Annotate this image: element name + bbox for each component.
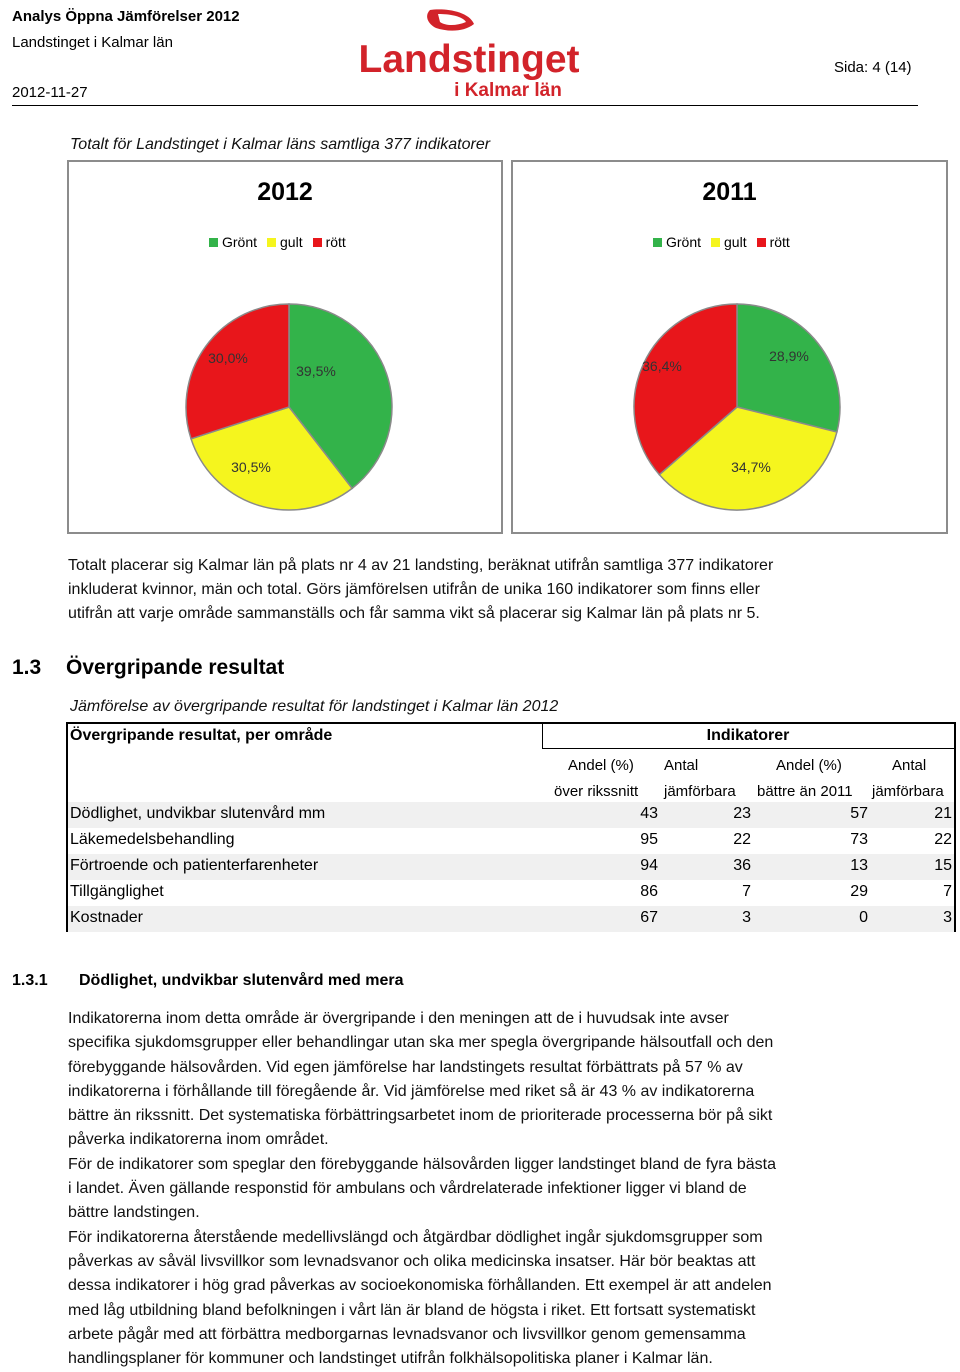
table-row <box>68 828 954 854</box>
legend-label: Grönt <box>666 234 702 250</box>
page-number: Sida: 4 (14) <box>834 59 912 76</box>
row-value: 95 <box>640 831 658 848</box>
summary-line: utifrån att varje område sammanställs och får samma vikt så placerar sig Kalmar län på plats nr 5. <box>68 605 760 622</box>
results-table <box>66 722 956 932</box>
pie-data-label: 30,0% <box>208 350 248 366</box>
row-value: 73 <box>850 831 868 848</box>
body-line: handlingsplaner för kommuner och landstinget utifrån folkhälsopolitiska planer i Kalmar län. <box>68 1350 713 1368</box>
row-value: 23 <box>733 805 751 822</box>
table-row <box>68 802 954 828</box>
document-title: Analys Öppna Jämförelser 2012 <box>12 8 240 25</box>
body-line: påverkas av såväl livsvillkor som levnadsvanor och olika medicinska insatser. Här bör beaktas att <box>68 1252 756 1270</box>
pie-data-label: 28,9% <box>769 348 809 364</box>
table-row <box>68 854 954 880</box>
document-subtitle: Landstinget i Kalmar län <box>12 34 173 51</box>
row-value: 57 <box>850 805 868 822</box>
body-line: arbete pågår med att förbättra medborgarnas levnadsvanor och livsvillkor genom gemensamma <box>68 1325 746 1343</box>
row-label: Kostnader <box>70 909 143 926</box>
row-value: 67 <box>640 909 658 926</box>
row-label: Förtroende och patienterfarenheter <box>70 857 319 874</box>
body-line: med låg utbildning bland befolkningen i vårt län är bland de högsta i riket. Ett fortsatt systematiskt <box>68 1301 756 1319</box>
body-line: bättre landstingen. <box>68 1204 200 1222</box>
summary-line: Totalt placerar sig Kalmar län på plats nr 4 av 21 landsting, beräknat utifrån samtliga 377 indikatorer <box>68 557 774 574</box>
col-header: Andel (%) <box>568 757 634 774</box>
body-line: bättre än rikssnitt. Det systematiska förbättringsarbetet inom de prioriterade processerna bör på sikt <box>68 1107 773 1125</box>
row-value: 7 <box>742 883 751 900</box>
pie-data-label: 30,5% <box>231 459 271 475</box>
summary-line: inkluderat kvinnor, män och total. Görs jämförelsen utifrån de unika 160 indikatorer som finns eller <box>68 581 760 598</box>
section-number: 1.3 <box>12 656 42 679</box>
legend-label: gult <box>280 234 303 250</box>
col-header: Antal <box>664 757 699 774</box>
row-value: 94 <box>640 857 658 874</box>
subsection-heading <box>12 972 404 990</box>
row-value: 0 <box>859 909 868 926</box>
table-caption: Jämförelse av övergripande resultat för landstinget i Kalmar län 2012 <box>70 698 559 715</box>
row-value: 22 <box>733 831 751 848</box>
body-line: Indikatorerna inom detta område är övergripande i den meningen att de i huvudsak inte avser <box>68 1010 729 1027</box>
pie-svg <box>69 162 501 532</box>
pie-data-label: 34,7% <box>731 459 771 475</box>
pie-data-label: 36,4% <box>642 358 682 374</box>
col-header: Andel (%) <box>776 757 842 774</box>
col-header: över rikssnitt <box>554 783 639 800</box>
col-header: jämförbara <box>664 783 736 800</box>
row-value: 22 <box>934 831 952 848</box>
body-line: dessa indikatorer i hög grad påverkas av socioekonomiska förhållanden. Ett exempel är att andelen <box>68 1277 772 1295</box>
row-value: 43 <box>640 805 658 822</box>
body-line: påverka indikatorerna inom området. <box>68 1131 329 1149</box>
body-paragraph <box>68 1007 928 1371</box>
pie-chart-2011 <box>511 160 948 534</box>
logo-text-main: Landstinget <box>358 38 580 81</box>
subsection-number: 1.3.1 <box>12 972 48 989</box>
table-header-left: Övergripande resultat, per område <box>70 727 333 744</box>
row-value: 13 <box>850 857 868 874</box>
document-date: 2012-11-27 <box>12 84 88 101</box>
section-title: Övergripande resultat <box>66 656 285 679</box>
pie-svg <box>513 162 946 532</box>
row-value: 3 <box>742 909 751 926</box>
row-value: 7 <box>943 883 952 900</box>
row-value: 36 <box>733 857 751 874</box>
body-line: För de indikatorer som speglar den förebyggande hälsovården ligger landstinget bland de fyra bästa <box>68 1155 776 1173</box>
legend-label: Grönt <box>222 234 258 250</box>
row-value: 29 <box>850 883 868 900</box>
row-value: 86 <box>640 883 658 900</box>
pie-data-label: 39,5% <box>296 363 336 379</box>
table-row <box>68 880 954 906</box>
legend-label: rött <box>325 234 346 250</box>
col-header: jämförbara <box>872 783 944 800</box>
row-label: Tillgänglighet <box>70 883 164 900</box>
row-value: 21 <box>934 805 952 822</box>
legend-label: gult <box>724 234 747 250</box>
table-divider <box>542 748 954 749</box>
landstinget-logo <box>358 6 580 106</box>
summary-paragraph <box>68 554 928 626</box>
row-value: 3 <box>943 909 952 926</box>
chart-title: 2012 <box>257 178 313 206</box>
chart-title: 2011 <box>702 178 757 206</box>
row-label: Läkemedelsbehandling <box>70 831 235 848</box>
logo-text-sub: i Kalmar län <box>454 80 562 101</box>
body-line: i landet. Även gällande responstid för ambulans och vårdrelaterade infektioner ligger vi bland de <box>68 1180 747 1198</box>
table-row <box>68 906 954 932</box>
chart-caption: Totalt för Landstinget i Kalmar läns samtliga 377 indikatorer <box>70 136 491 153</box>
body-line: specifika sjukdomsgrupper eller behandlingar utan ska mer spegla övergripande hälsoutfall och den <box>68 1034 774 1052</box>
col-header: bättre än 2011 <box>757 783 853 800</box>
subsection-title: Dödlighet, undvikbar slutenvård med mera <box>79 972 404 989</box>
row-value: 15 <box>934 857 952 874</box>
body-line: förebyggande hälsovården. Vid egen jämförelse har landstingets resultat förbättrats på 57 % av <box>68 1058 743 1076</box>
row-label: Dödlighet, undvikbar slutenvård mm <box>70 805 326 822</box>
section-heading <box>12 656 284 680</box>
body-line: För indikatorerna återstående medellivslängd och åtgärdbar dödlighet ingår sjukdomsgrupper som <box>68 1228 763 1246</box>
table-header-group: Indikatorer <box>706 727 790 744</box>
pie-chart-2012 <box>67 160 503 534</box>
legend-label: rött <box>769 234 790 250</box>
body-line: indikatorerna i förhållande till föregående år. Vid jämförelse med riket så är 43 % av indikatorerna <box>68 1082 755 1100</box>
col-header: Antal <box>892 757 927 774</box>
